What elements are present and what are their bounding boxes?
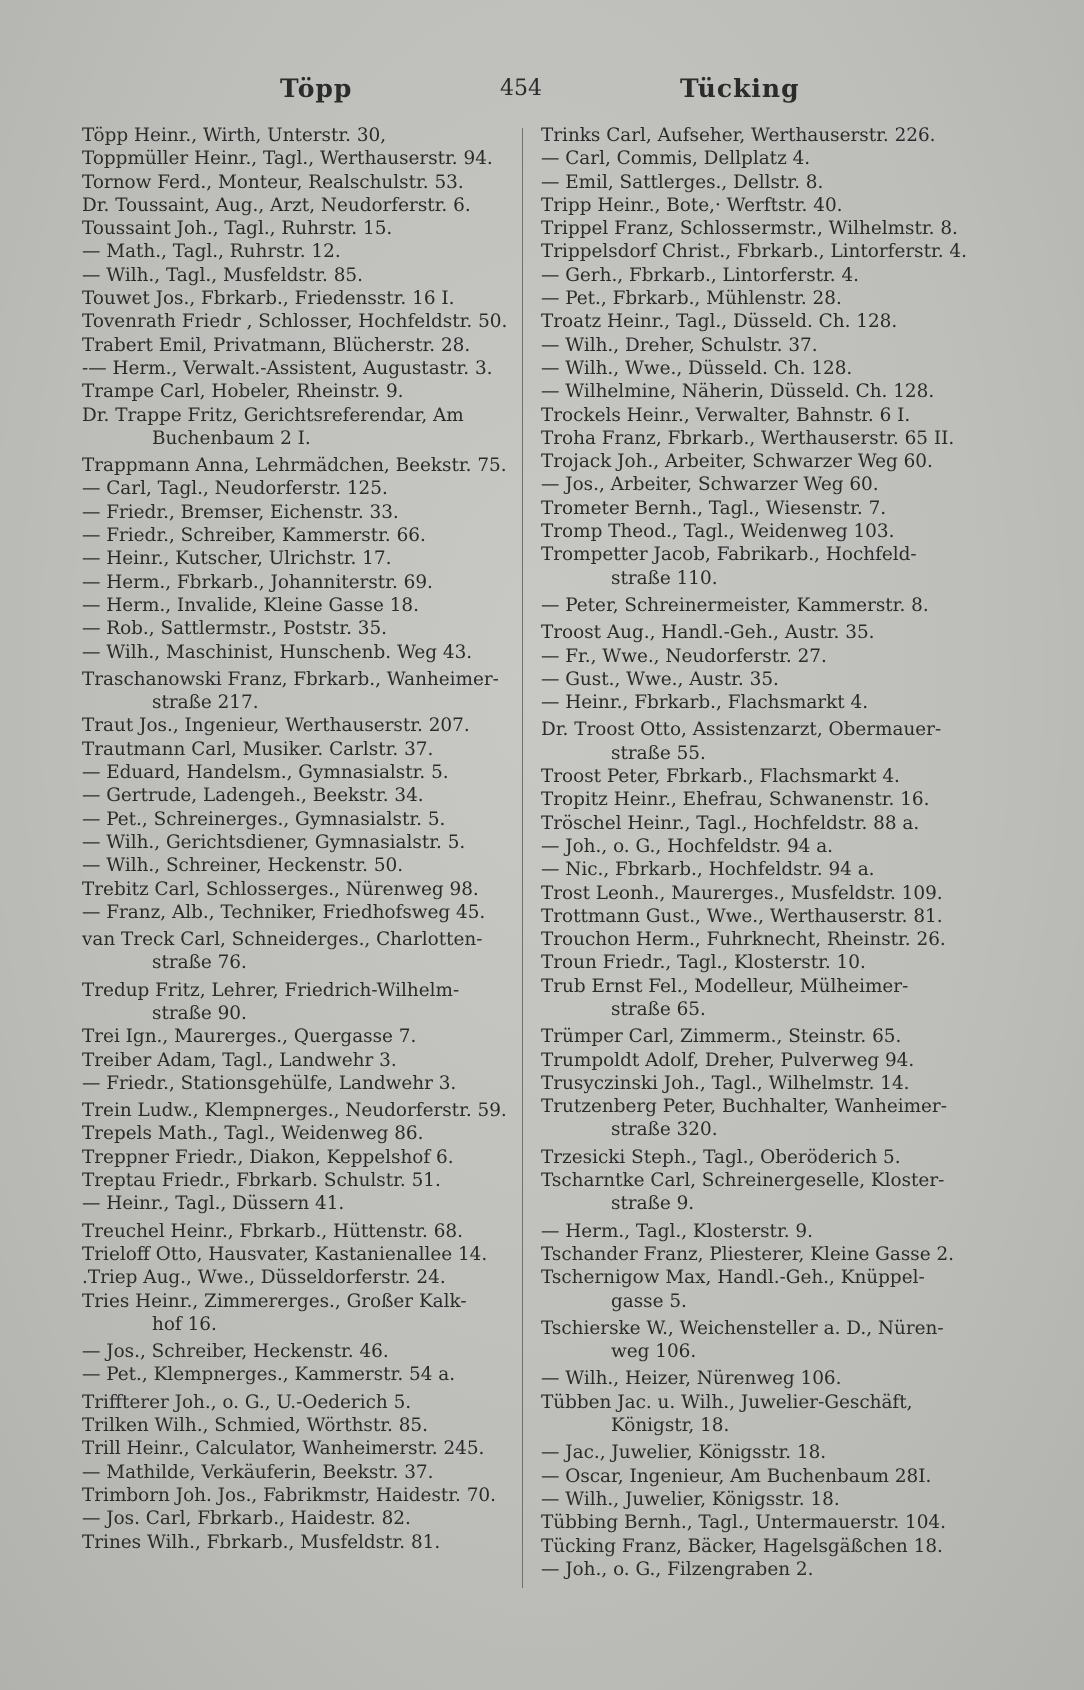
entry-text: — Jos. Carl, Fbrkarb., Haidestr. 82. — [82, 1508, 411, 1530]
entry-text: Trzesicki Steph., Tagl., Oberöderich 5. — [541, 1146, 901, 1168]
entry-text: Traschanowski Franz, Fbrkarb., Wanheimer- — [82, 668, 499, 690]
entry-text: Trippel Franz, Schlossermstr., Wilhelmstr. 8. — [541, 218, 958, 240]
directory-entry — [541, 473, 986, 496]
directory-entry — [541, 835, 986, 858]
entry-text: — Wilh., Dreher, Schulstr. 37. — [541, 334, 818, 356]
directory-entry — [541, 124, 986, 147]
directory-entry — [541, 858, 986, 881]
directory-entry — [541, 427, 986, 450]
directory-entry — [541, 357, 986, 380]
directory-entry — [82, 1220, 512, 1243]
directory-entry — [541, 497, 986, 520]
entry-text: Tscharntke Carl, Schreinergeselle, Kloster- — [541, 1170, 945, 1192]
entry-text: Tübbing Bernh., Tagl., Untermauerstr. 104. — [541, 1512, 946, 1534]
entry-text: — Wilh., Gerichtsdiener, Gymnasialstr. 5. — [82, 831, 466, 853]
directory-entry — [82, 641, 512, 664]
entry-continuation: straße 320. — [611, 1119, 718, 1141]
directory-entry — [541, 450, 986, 473]
entry-text: — Nic., Fbrkarb., Hochfeldstr. 94 a. — [541, 859, 875, 881]
directory-entry — [541, 240, 986, 263]
entry-continuation: Buchenbaum 2 I. — [152, 427, 311, 449]
entry-text: Toussaint Joh., Tagl., Ruhrstr. 15. — [82, 218, 393, 240]
directory-entry — [82, 264, 512, 287]
entry-text: — Pet., Fbrkarb., Mühlenstr. 28. — [541, 288, 842, 310]
entry-text: Trouchon Herm., Fuhrknecht, Rheinstr. 26. — [541, 929, 946, 951]
entry-text: — Friedr., Bremser, Eichenstr. 33. — [82, 501, 399, 523]
entry-text: — Eduard, Handelsm., Gymnasialstr. 5. — [82, 762, 449, 784]
entry-text: Touwet Jos., Fbrkarb., Friedensstr. 16 I. — [82, 288, 455, 310]
entry-text: Trappmann Anna, Lehrmädchen, Beekstr. 75. — [82, 455, 507, 477]
entry-text: — Math., Tagl., Ruhrstr. 12. — [82, 241, 341, 263]
directory-entry — [82, 310, 512, 333]
directory-entry — [82, 761, 512, 784]
directory-entry — [541, 645, 986, 668]
entry-text: Treiber Adam, Tagl., Landwehr 3. — [82, 1049, 397, 1071]
directory-entry — [82, 571, 512, 594]
entry-text: — Jac., Juwelier, Königsstr. 18. — [541, 1442, 827, 1464]
entry-text: Trein Ludw., Klempnerges., Neudorferstr. 59. — [82, 1100, 507, 1122]
directory-entry — [82, 878, 512, 901]
directory-entry — [82, 287, 512, 310]
entry-text: Trabert Emil, Privatmann, Blücherstr. 28. — [82, 334, 471, 356]
entry-continuation: straße 9. — [611, 1193, 695, 1215]
directory-entry — [541, 264, 986, 287]
directory-entry — [541, 594, 986, 617]
entry-text: Traut Jos., Ingenieur, Werthauserstr. 207. — [82, 715, 470, 737]
directory-entry — [82, 124, 512, 147]
entry-text: Trimborn Joh. Jos., Fabrikmstr, Haidestr. 70. — [82, 1484, 496, 1506]
right-column — [541, 124, 986, 1581]
entry-text: Tropitz Heinr., Ehefrau, Schwanenstr. 16. — [541, 789, 930, 811]
entry-text: Dr. Toussaint, Aug., Arzt, Neudorferstr. 6. — [82, 194, 471, 216]
directory-entry — [541, 171, 986, 194]
directory-entry — [82, 714, 512, 737]
entry-text: Triffterer Joh., o. G., U.-Oederich 5. — [82, 1391, 412, 1413]
entry-text: — Joh., o. G., Hochfeldstr. 94 a. — [541, 835, 834, 857]
directory-entry — [82, 380, 512, 403]
directory-entry — [82, 1243, 512, 1266]
directory-entry — [541, 1465, 986, 1488]
entry-text: Tröschel Heinr., Tagl., Hochfeldstr. 88 a. — [541, 812, 920, 834]
entry-continuation: Königstr, 18. — [611, 1415, 730, 1437]
entry-text: Dr. Trappe Fritz, Gerichtsreferendar, Am — [82, 404, 464, 426]
entry-text: — Oscar, Ingenieur, Am Buchenbaum 28I. — [541, 1465, 932, 1487]
entry-text: — Joh., o. G., Filzengraben 2. — [541, 1558, 814, 1580]
entry-text: — Wilh., Schreiner, Heckenstr. 50. — [82, 855, 404, 877]
directory-entry — [82, 1099, 512, 1122]
directory-entry — [541, 882, 986, 905]
directory-entry — [82, 404, 512, 451]
entry-text: Trub Ernst Fel., Modelleur, Mülheimer- — [541, 975, 909, 997]
entry-text: — Rob., Sattlermstr., Poststr. 35. — [82, 618, 388, 640]
entry-text: Tücking Franz, Bäcker, Hagelsgäßchen 18. — [541, 1535, 943, 1557]
entry-continuation: straße 217. — [152, 692, 259, 714]
directory-entry — [541, 217, 986, 240]
entry-text: — Herm., Invalide, Kleine Gasse 18. — [82, 594, 419, 616]
entry-text: Tries Heinr., Zimmererges., Großer Kalk- — [82, 1290, 467, 1312]
entry-continuation: straße 55. — [611, 742, 706, 764]
directory-entry — [82, 194, 512, 217]
directory-entry — [82, 1461, 512, 1484]
directory-entry — [82, 1146, 512, 1169]
entry-text: Toppmüller Heinr., Tagl., Werthauserstr. 94. — [82, 148, 493, 170]
directory-entry — [82, 617, 512, 640]
directory-entry — [541, 1220, 986, 1243]
entry-text: — Mathilde, Verkäuferin, Beekstr. 37. — [82, 1461, 434, 1483]
directory-entry — [541, 928, 986, 951]
entry-text: — Jos., Schreiber, Heckenstr. 46. — [82, 1341, 389, 1363]
directory-entry — [82, 454, 512, 477]
entry-text: Trebitz Carl, Schlosserges., Nürenweg 98. — [82, 878, 479, 900]
directory-entry — [541, 691, 986, 714]
entry-text: Trieloff Otto, Hausvater, Kastanienallee 14. — [82, 1243, 488, 1265]
entry-text: — Wilh., Wwe., Düsseld. Ch. 128. — [541, 357, 853, 379]
entry-text: — Friedr., Schreiber, Kammerstr. 66. — [82, 525, 426, 547]
page-number: 454 — [500, 76, 542, 101]
entry-text: Trines Wilh., Fbrkarb., Musfeldstr. 81. — [82, 1531, 441, 1553]
entry-text: Trippelsdorf Christ., Fbrkarb., Lintorferstr. 4. — [541, 241, 967, 263]
entry-text: Tovenrath Friedr , Schlosser, Hochfeldstr. 50. — [82, 311, 508, 333]
directory-entry — [541, 404, 986, 427]
entry-text: — Wilhelmine, Näherin, Düsseld. Ch. 128. — [541, 381, 935, 403]
directory-entry — [82, 240, 512, 263]
entry-text: — Gust., Wwe., Austr. 35. — [541, 668, 779, 690]
entry-text: Töpp Heinr., Wirth, Unterstr. 30, — [82, 125, 387, 146]
directory-entry — [541, 1095, 986, 1142]
entry-text: Trill Heinr., Calculator, Wanheimerstr. 245. — [82, 1438, 485, 1460]
entry-text: Treppner Friedr., Diakon, Keppelshof 6. — [82, 1146, 454, 1168]
entry-text: .Triep Aug., Wwe., Düsseldorferstr. 24. — [82, 1267, 446, 1289]
directory-entry — [82, 217, 512, 240]
entry-text: — Carl, Tagl., Neudorferstr. 125. — [82, 478, 388, 500]
directory-entry — [82, 808, 512, 831]
directory-entry — [541, 1317, 986, 1364]
directory-entry — [82, 547, 512, 570]
entry-text: — Wilh., Maschinist, Hunschenb. Weg 43. — [82, 641, 473, 663]
directory-entry — [541, 718, 986, 765]
directory-entry — [541, 1367, 986, 1390]
directory-entry — [82, 357, 512, 380]
entry-text: — Emil, Sattlerges., Dellstr. 8. — [541, 171, 824, 193]
entry-text: Troun Friedr., Tagl., Klosterstr. 10. — [541, 952, 866, 974]
directory-entry — [82, 1169, 512, 1192]
directory-entry — [541, 765, 986, 788]
entry-text: Trautmann Carl, Musiker. Carlstr. 37. — [82, 738, 434, 760]
entry-text: — Pet., Klempnerges., Kammerstr. 54 a. — [82, 1364, 456, 1386]
directory-entry — [82, 501, 512, 524]
directory-entry — [82, 1363, 512, 1386]
entry-text: Trümper Carl, Zimmerm., Steinstr. 65. — [541, 1026, 902, 1048]
entry-text: — Jos., Arbeiter, Schwarzer Weg 60. — [541, 474, 879, 496]
entry-text: — Heinr., Fbrkarb., Flachsmarkt 4. — [541, 692, 869, 714]
directory-entry — [541, 1558, 986, 1581]
directory-entry — [541, 1072, 986, 1095]
entry-text: — Franz, Alb., Techniker, Friedhofsweg 45. — [82, 901, 486, 923]
directory-entry — [541, 380, 986, 403]
entry-text: — Pet., Schreinerges., Gymnasialstr. 5. — [82, 808, 446, 830]
entry-text: Dr. Troost Otto, Assistenzarzt, Obermauer- — [541, 719, 942, 741]
entry-text: Trilken Wilh., Schmied, Wörthstr. 85. — [82, 1415, 428, 1437]
entry-continuation: straße 110. — [611, 567, 718, 589]
directory-entry — [82, 1072, 512, 1095]
directory-entry — [541, 668, 986, 691]
entry-text: Trepels Math., Tagl., Weidenweg 86. — [82, 1123, 424, 1145]
directory-entry — [82, 831, 512, 854]
directory-entry — [82, 477, 512, 500]
directory-entry — [541, 1243, 986, 1266]
entry-text: — Heinr., Kutscher, Ulrichstr. 17. — [82, 548, 392, 570]
directory-entry — [82, 1049, 512, 1072]
directory-entry — [541, 1511, 986, 1534]
entry-text: Trottmann Gust., Wwe., Werthauserstr. 81. — [541, 905, 943, 927]
directory-entry — [541, 194, 986, 217]
entry-text: Trei Ign., Maurerges., Quergasse 7. — [82, 1026, 417, 1048]
directory-entry — [541, 1266, 986, 1313]
directory-entry — [82, 1507, 512, 1530]
directory-entry — [82, 594, 512, 617]
entry-text: Troatz Heinr., Tagl., Düsseld. Ch. 128. — [541, 311, 898, 333]
directory-entry — [541, 334, 986, 357]
entry-text: — Peter, Schreinermeister, Kammerstr. 8. — [541, 594, 929, 616]
entry-text: Tromp Theod., Tagl., Weidenweg 103. — [541, 521, 895, 543]
directory-entry — [82, 1122, 512, 1145]
entry-text: — Herm., Tagl., Klosterstr. 9. — [541, 1220, 813, 1242]
directory-entry — [541, 1146, 986, 1169]
entry-text: Trumpoldt Adolf, Dreher, Pulverweg 94. — [541, 1049, 915, 1071]
directory-entry — [82, 738, 512, 761]
entry-text: Tschierske W., Weichensteller a. D., Nüren- — [541, 1317, 944, 1339]
directory-entry — [541, 975, 986, 1022]
entry-text: Trockels Heinr., Verwalter, Bahnstr. 6 I. — [541, 404, 911, 426]
entry-text: Trinks Carl, Aufseher, Werthauserstr. 226. — [541, 125, 936, 146]
directory-entry — [82, 784, 512, 807]
directory-entry — [541, 621, 986, 644]
directory-entry — [541, 1049, 986, 1072]
directory-entry — [541, 788, 986, 811]
directory-entry — [82, 668, 512, 715]
entry-text: — Fr., Wwe., Neudorferstr. 27. — [541, 645, 827, 667]
entry-text: — Heinr., Tagl., Düssern 41. — [82, 1193, 345, 1215]
directory-entry — [82, 524, 512, 547]
entry-text: Trost Leonh., Maurerges., Musfeldstr. 109. — [541, 882, 943, 904]
entry-text: — Gerh., Fbrkarb., Lintorferstr. 4. — [541, 264, 860, 286]
entry-text: Trometer Bernh., Tagl., Wiesenstr. 7. — [541, 497, 887, 519]
entry-continuation: straße 65. — [611, 998, 706, 1020]
entry-text: Tübben Jac. u. Wilh., Juwelier-Geschäft, — [541, 1391, 913, 1413]
entry-text: Tredup Fritz, Lehrer, Friedrich-Wilhelm- — [82, 979, 460, 1001]
entry-text: Treuchel Heinr., Fbrkarb., Hüttenstr. 68. — [82, 1220, 463, 1242]
directory-entry — [82, 979, 512, 1026]
entry-text: Tschernigow Max, Handl.-Geh., Knüppel- — [541, 1267, 925, 1289]
directory-entry — [541, 147, 986, 170]
entry-text: Tripp Heinr., Bote,· Werftstr. 40. — [541, 194, 843, 216]
directory-entry — [541, 520, 986, 543]
directory-entry — [541, 1441, 986, 1464]
page-header — [0, 74, 1084, 110]
entry-text: Tschander Franz, Pliesterer, Kleine Gasse 2. — [541, 1243, 954, 1265]
entry-continuation: straße 90. — [152, 1002, 247, 1024]
entry-continuation: weg 106. — [611, 1341, 697, 1363]
entry-text: — Wilh., Juwelier, Königsstr. 18. — [541, 1488, 840, 1510]
directory-entry — [82, 1025, 512, 1048]
entry-text: — Wilh., Heizer, Nürenweg 106. — [541, 1368, 842, 1390]
directory-entry — [82, 334, 512, 357]
directory-entry — [82, 1437, 512, 1460]
entry-text: — Wilh., Tagl., Musfeldstr. 85. — [82, 264, 363, 286]
entry-continuation: straße 76. — [152, 952, 247, 974]
directory-entry — [541, 951, 986, 974]
directory-entry — [541, 1488, 986, 1511]
left-running-head: Töpp — [280, 74, 353, 103]
entry-text: Trutzenberg Peter, Buchhalter, Wanheimer- — [541, 1096, 947, 1118]
directory-entry — [82, 1484, 512, 1507]
directory-entry — [541, 1025, 986, 1048]
directory-entry — [82, 1391, 512, 1414]
directory-entry — [82, 1531, 512, 1554]
directory-entry — [541, 287, 986, 310]
directory-entry — [541, 1169, 986, 1216]
directory-entry — [541, 1391, 986, 1438]
entry-text: Trojack Joh., Arbeiter, Schwarzer Weg 60. — [541, 451, 933, 473]
entry-text: Trompetter Jacob, Fabrikarb., Hochfeld- — [541, 544, 917, 566]
entry-text: Treptau Friedr., Fbrkarb. Schulstr. 51. — [82, 1170, 441, 1192]
entry-continuation: hof 16. — [152, 1313, 217, 1335]
directory-entry — [82, 171, 512, 194]
directory-entry — [541, 812, 986, 835]
entry-text: -— Herm., Verwalt.-Assistent, Augustastr. 3. — [82, 357, 493, 379]
directory-entry — [541, 1535, 986, 1558]
column-divider — [522, 128, 523, 1588]
entry-text: Troha Franz, Fbrkarb., Werthauserstr. 65 II. — [541, 427, 955, 449]
directory-entry — [82, 147, 512, 170]
directory-entry — [82, 1340, 512, 1363]
entry-text: — Carl, Commis, Dellplatz 4. — [541, 148, 811, 170]
directory-entry — [82, 854, 512, 877]
directory-entry — [82, 1414, 512, 1437]
entry-text: Troost Aug., Handl.-Geh., Austr. 35. — [541, 622, 875, 644]
entry-text: — Herm., Fbrkarb., Johanniterstr. 69. — [82, 571, 433, 593]
directory-entry — [541, 543, 986, 590]
left-column — [82, 124, 512, 1554]
directory-entry — [541, 905, 986, 928]
entry-text: van Treck Carl, Schneiderges., Charlotten- — [82, 929, 483, 951]
directory-entry — [82, 1192, 512, 1215]
directory-entry — [82, 901, 512, 924]
entry-text: — Gertrude, Ladengeh., Beekstr. 34. — [82, 785, 424, 807]
directory-entry — [82, 1266, 512, 1289]
entry-continuation: gasse 5. — [611, 1290, 687, 1312]
entry-text: — Friedr., Stationsgehülfe, Landwehr 3. — [82, 1072, 457, 1094]
entry-text: Trusyczinski Joh., Tagl., Wilhelmstr. 14. — [541, 1072, 910, 1094]
directory-entry — [82, 928, 512, 975]
directory-entry — [82, 1290, 512, 1337]
entry-text: Tornow Ferd., Monteur, Realschulstr. 53. — [82, 171, 464, 193]
directory-entry — [541, 310, 986, 333]
entry-text: Trampe Carl, Hobeler, Rheinstr. 9. — [82, 381, 404, 403]
right-running-head: Tücking — [680, 74, 800, 103]
entry-text: Troost Peter, Fbrkarb., Flachsmarkt 4. — [541, 766, 900, 788]
